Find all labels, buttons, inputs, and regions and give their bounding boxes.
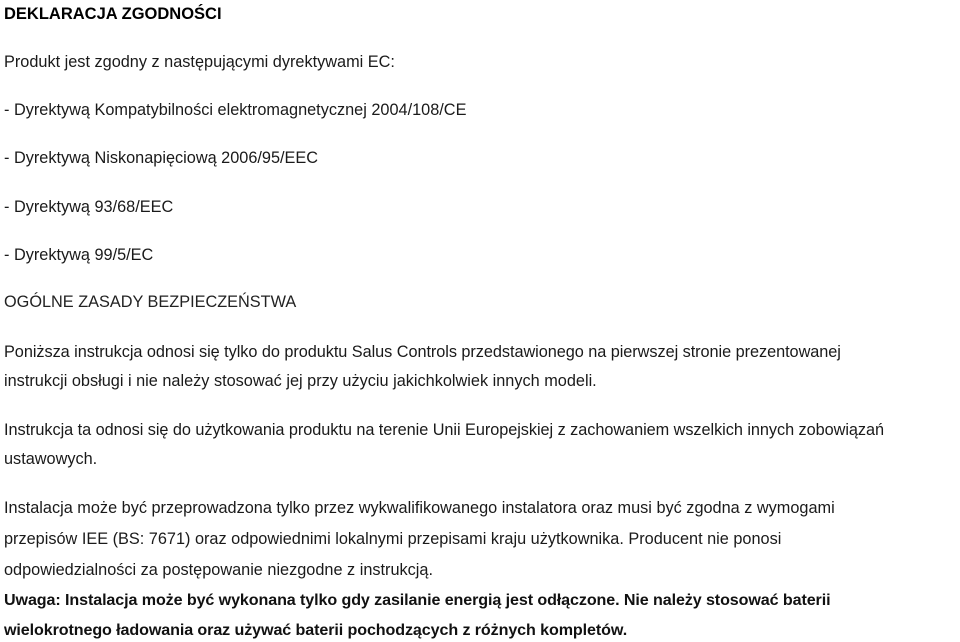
- directive-item: - Dyrektywą 93/68/EEC: [4, 198, 174, 216]
- warning-line: Uwaga: Instalacja może być wykonana tylko gdy zasilanie energią jest odłączone. Nie należy stosować baterii: [4, 591, 831, 609]
- directive-item: - Dyrektywą Niskonapięciową 2006/95/EEC: [4, 149, 319, 167]
- document-title: DEKLARACJA ZGODNOŚCI: [4, 5, 222, 23]
- directive-item: - Dyrektywą 99/5/EC: [4, 246, 154, 264]
- paragraph-line: Instalacja może być przeprowadzona tylko przez wykwalifikowanego instalatora oraz musi być zgodna z wymogami: [4, 499, 835, 517]
- paragraph-line: Instrukcja ta odnosi się do użytkowania produktu na terenie Unii Europejskiej z zachowaniem wszelkich innych zobowiązań: [4, 421, 885, 439]
- warning-line: wielokrotnego ładowania oraz używać baterii pochodzących z różnych kompletów.: [4, 621, 628, 639]
- safety-heading: OGÓLNE ZASADY BEZPIECZEŃSTWA: [4, 293, 297, 311]
- paragraph-line: instrukcji obsługi i nie należy stosować jej przy użyciu jakichkolwiek innych modeli.: [4, 372, 597, 390]
- directive-item: - Dyrektywą Kompatybilności elektromagnetycznej 2004/108/CE: [4, 101, 467, 119]
- paragraph-line: Poniższa instrukcja odnosi się tylko do produktu Salus Controls przedstawionego na pierwszej stronie prezentowanej: [4, 343, 841, 361]
- paragraph-line: odpowiedzialności za postępowanie niezgodne z instrukcją.: [4, 561, 434, 579]
- paragraph-line: ustawowych.: [4, 450, 98, 468]
- compliance-intro: Produkt jest zgodny z następującymi dyrektywami EC:: [4, 53, 395, 71]
- paragraph-line: przepisów IEE (BS: 7671) oraz odpowiednimi lokalnymi przepisami kraju użytkownika. Producent nie ponosi: [4, 530, 782, 548]
